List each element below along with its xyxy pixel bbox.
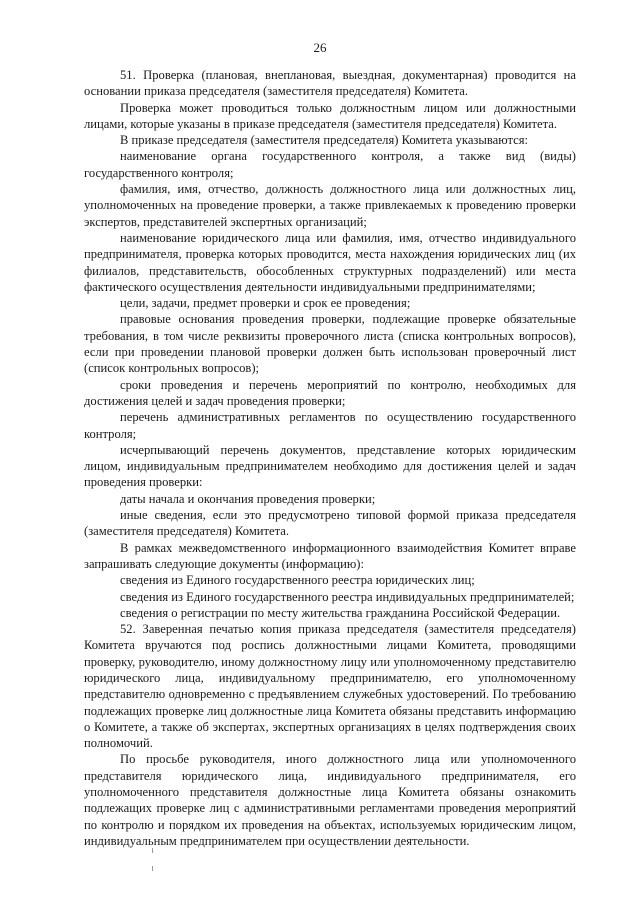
- paragraph-interagency-intro: В рамках межведомственного информационного взаимодействия Комитет вправе запрашивать следующие документы (информацию):: [84, 540, 576, 571]
- list-item: сведения о регистрации по месту жительства гражданина Российской Федерации.: [120, 605, 561, 620]
- scan-mark: [152, 848, 153, 853]
- paragraph-51: 51. Проверка (плановая, внеплановая, выездная, документарная) проводится на основании приказа председателя (заместителя председателя) Комитета.: [84, 68, 576, 99]
- paragraph-52: 52. Заверенная печатью копия приказа председателя (заместителя председателя) Комитета вручаются под роспись должностными лицами Комитета, проводящими проверку, руководителю, иному должностному лицу или уполномоченному представителю юридического лица, индивидуальному предпринимателю, его уполномоченному представителю одновременно с предъявлением служебных удостоверений. По требованию подлежащих проверке лиц должностные лица Комитета обязаны представить информацию о Комитете, а также об экспертах, экспертных организациях в целях подтверждения своих полномочий.: [84, 622, 576, 751]
- list-item: сведения из Единого государственного реестра индивидуальных предпринимателей;: [120, 589, 575, 604]
- list-item: даты начала и окончания проведения проверки;: [120, 491, 376, 506]
- list-item: иные сведения, если это предусмотрено типовой формой приказа председателя (заместителя председателя) Комитета.: [84, 508, 576, 539]
- list-item: цели, задачи, предмет проверки и срок ее проведения;: [120, 296, 411, 311]
- list-item: сроки проведения и перечень мероприятий по контролю, необходимых для достижения целей и задач проведения проверки;: [84, 377, 576, 408]
- list-item: перечень административных регламентов по осуществлению государственного контроля;: [84, 410, 576, 441]
- scan-mark: [152, 866, 153, 871]
- list-item: наименование органа государственного контроля, а также вид (виды) государственного контроля;: [84, 149, 576, 180]
- paragraph-inspector-clause: Проверка может проводиться только должностным лицом или должностными лицами, которые указаны в приказе председателя (заместителя председателя) Комитета.: [84, 100, 576, 131]
- paragraph-familiarization: По просьбе руководителя, иного должностного лица или уполномоченного представителя юридического лица, индивидуального предпринимателя, его уполномоченного представителя должностные лица Комитета обязаны ознакомить подлежащих проверке лиц с административными регламентами проведения мероприятий по контролю и порядком их проведения на объектах, используемых юридическим лицом, индивидуальным предпринимателем при осуществлении деятельности.: [84, 752, 576, 848]
- document-body: [84, 67, 576, 849]
- list-item: наименование юридического лица или фамилия, имя, отчество индивидуального предпринимателя, проверка которых проводится, места нахождения юридических лиц (их филиалов, представительств, обособленных структурных подразделений) или места фактического осуществления деятельности индивидуальными предпринимателями;: [84, 230, 576, 294]
- paragraph-order-contents-intro: В приказе председателя (заместителя председателя) Комитета указываются:: [120, 133, 529, 148]
- list-item: исчерпывающий перечень документов, представление которых юридическим лицом, индивидуальным предпринимателем необходимо для достижения целей и задач проведения проверки:: [84, 442, 576, 490]
- list-item: сведения из Единого государственного реестра юридических лиц;: [120, 573, 475, 588]
- list-item: фамилия, имя, отчество, должность должностного лица или должностных лиц, уполномоченных на проведение проверки, а также привлекаемых к проведению проверки экспертов, представителей экспертных организаций;: [84, 182, 576, 229]
- page-number: 26: [313, 40, 327, 55]
- list-item: правовые основания проведения проверки, подлежащие проверке обязательные требования, в том числе реквизиты проверочного листа (списка контрольных вопросов), если при проведении плановой проверки должен быть использован проверочный лист (список контрольных вопросов);: [84, 312, 576, 376]
